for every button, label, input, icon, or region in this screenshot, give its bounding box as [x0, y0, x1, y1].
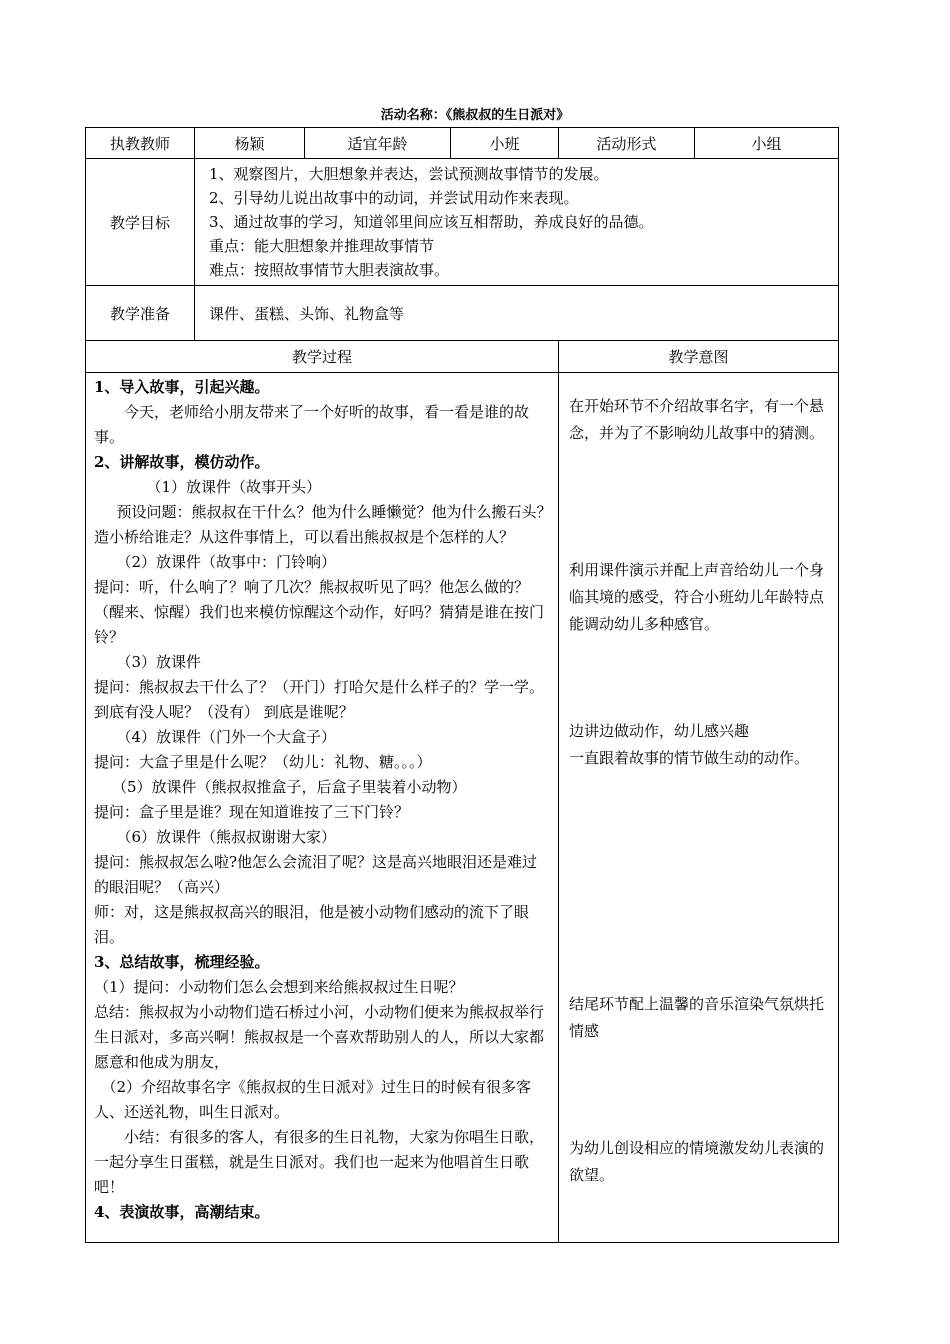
process-paragraph: （6）放课件（熊叔叔谢谢大家） — [116, 828, 337, 846]
process-paragraph: （4）放课件（门外一个大盒子） — [116, 728, 337, 746]
process-content — [86, 373, 559, 1243]
key-point-line: 重点：能大胆想象并推理故事情节 — [209, 237, 435, 255]
process-paragraph: 今天，老师给小朋友带来了一个好听的故事，看一看是谁的故事。 — [94, 403, 530, 446]
prep-label: 教学准备 — [86, 286, 195, 341]
prep-content: 课件、蛋糕、头饰、礼物盒等 — [195, 286, 839, 341]
goal-line: 2、引导幼儿说出故事中的动词，并尝试用动作来表现。 — [209, 189, 579, 207]
process-paragraph: 提问：熊叔叔怎么啦?他怎么会流泪了呢？这是高兴地眼泪还是难过的眼泪呢？（高兴） — [94, 853, 538, 896]
goals-content — [195, 159, 839, 286]
process-header: 教学过程 — [86, 341, 559, 373]
intent-content — [559, 373, 839, 1243]
intent-block: 结尾环节配上温馨的音乐渲染气氛烘托情感 — [569, 995, 825, 1040]
form-value: 小组 — [695, 128, 839, 159]
goals-label: 教学目标 — [86, 159, 195, 286]
age-label: 适宜年龄 — [305, 128, 451, 159]
intent-header: 教学意图 — [559, 341, 839, 373]
process-paragraph: （2）介绍故事名字《熊叔叔的生日派对》过生日的时候有很多客人、还送礼物，叫生日派对。 — [94, 1078, 532, 1121]
intent-block: 在开始环节不介绍故事名字，有一个悬念，并为了不影响幼儿故事中的猜测。 — [569, 397, 825, 442]
process-paragraph: （1）放课件（故事开头） — [146, 478, 322, 496]
process-paragraph: （2）放课件（故事中：门铃响） — [116, 553, 337, 571]
section-header-row — [86, 341, 839, 373]
intent-block: 利用课件演示并配上声音给幼儿一个身临其境的感受，符合小班幼儿年龄特点能调动幼儿多种感官。 — [569, 561, 825, 633]
header-row — [86, 128, 839, 159]
process-paragraph: 提问：听，什么响了？响了几次？熊叔叔听见了吗？他怎么做的？（醒来、惊醒）我们也来模仿惊醒这个动作，好吗？猜猜是谁在按门铃？ — [94, 578, 545, 646]
goals-row — [86, 159, 839, 286]
process-paragraph: 预设问题：熊叔叔在干什么？他为什么睡懒觉？他为什么搬石头？造小桥给谁走？从这件事情上，可以看出熊叔叔是个怎样的人？ — [94, 503, 552, 546]
process-paragraph: （1）提问：小动物们怎么会想到来给熊叔叔过生日呢？ — [94, 978, 464, 996]
process-section-heading: 3、总结故事，梳理经验。 — [94, 953, 270, 971]
process-paragraph: 提问：大盒子里是什么呢？（幼儿：礼物、糖。。。） — [94, 753, 432, 771]
intent-block: 边讲边做动作，幼儿感兴趣 一直跟着故事的情节做生动的动作。 — [569, 722, 810, 767]
process-paragraph: （3）放课件 — [116, 653, 202, 671]
process-paragraph: 提问：盒子里是谁？现在知道谁按了三下门铃？ — [94, 803, 410, 821]
process-section-heading: 1、导入故事，引起兴趣。 — [94, 378, 270, 396]
age-value: 小班 — [451, 128, 559, 159]
intent-block: 为幼儿创设相应的情境激发幼儿表演的欲望。 — [569, 1139, 825, 1184]
process-paragraph: （5）放课件（熊叔叔推盒子，后盒子里装着小动物） — [112, 778, 467, 796]
teacher-label: 执教教师 — [86, 128, 195, 159]
process-paragraph: 总结：熊叔叔为小动物们造石桥过小河，小动物们便来为熊叔叔举行生日派对，多高兴啊！熊叔叔是一个喜欢帮助别人的人，所以大家都愿意和他成为朋友， — [94, 1003, 545, 1071]
difficulty-line: 难点：按照故事情节大胆表演故事。 — [209, 261, 450, 279]
activity-title: 活动名称：《熊叔叔的生日派对》 — [380, 108, 570, 123]
process-paragraph: 师：对，这是熊叔叔高兴的眼泪，他是被小动物们感动的流下了眼泪。 — [94, 903, 530, 946]
process-paragraph: 提问：熊叔叔去干什么了？（开门）打哈欠是什么样子的？学一学。到底有没人呢？（没有） 到底是谁呢？ — [94, 678, 545, 721]
goal-line: 1、观察图片，大胆想象并表达，尝试预测故事情节的发展。 — [209, 165, 609, 183]
lesson-plan-table — [85, 127, 839, 1243]
process-paragraph: 小结：有很多的客人，有很多的生日礼物，大家为你唱生日歌，一起分享生日蛋糕，就是生日派对。我们也一起来为他唱首生日歌吧！ — [94, 1128, 545, 1196]
process-section-heading: 4、表演故事，高潮结束。 — [94, 1203, 270, 1221]
goal-line: 3、通过故事的学习，知道邻里间应该互相帮助，养成良好的品德。 — [209, 213, 654, 231]
process-section-heading: 2、讲解故事，模仿动作。 — [94, 453, 270, 471]
form-label: 活动形式 — [559, 128, 695, 159]
teacher-value: 杨颖 — [195, 128, 305, 159]
prep-row — [86, 286, 839, 341]
body-row — [86, 373, 839, 1243]
